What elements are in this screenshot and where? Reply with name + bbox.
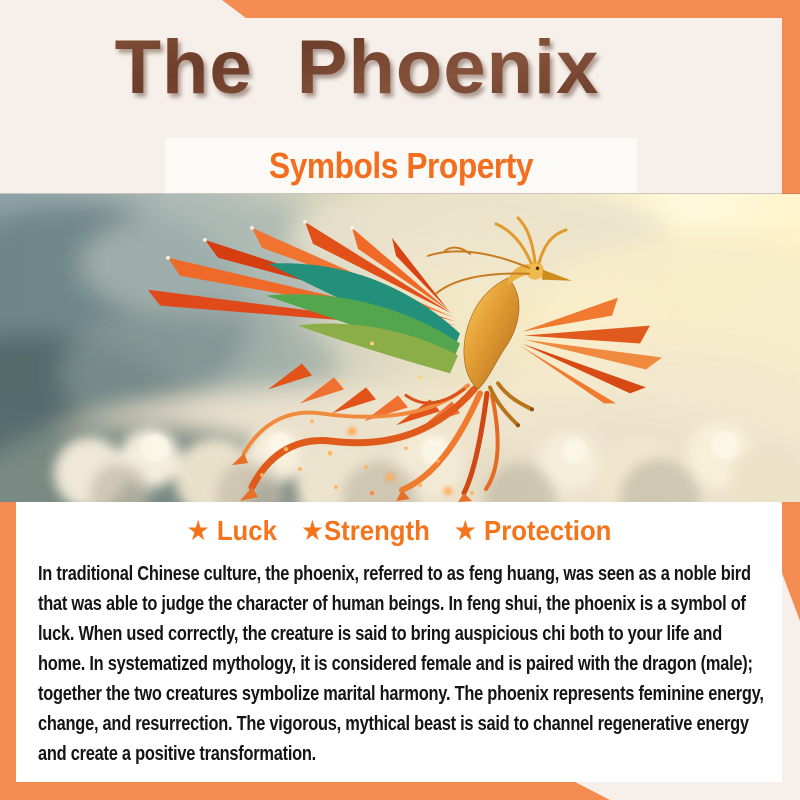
phoenix-hero-image [0, 193, 800, 502]
trait-luck: ★ Luck [186, 515, 277, 546]
trait-strength: ★Strength [300, 515, 430, 546]
subtitle-box [165, 138, 637, 193]
subtitle-text: Symbols Property [268, 144, 534, 186]
content-panel [16, 502, 782, 782]
page-title: The Phoenix [0, 24, 714, 112]
description-paragraph: In traditional Chinese culture, the phoenix, referred to as feng huang, was seen as a noble bird that was able to judge the character of human beings. In feng shui, the phoenix is a symbol of luck. When used correctly, the creature is said to bring auspicious chi both to your life and home. In systematized mythology, it is considered female and is paired with the dragon (male); together the two creatures symbolize marital harmony. The phoenix represents feminine energy, change, and resurrection. The vigorous, mythical beast is said to channel regenerative energy and create a positive transformation. [38, 563, 764, 765]
traits-line [47, 514, 752, 547]
trait-protection: ★ Protection [453, 515, 612, 546]
phoenix-illustration [0, 194, 800, 502]
